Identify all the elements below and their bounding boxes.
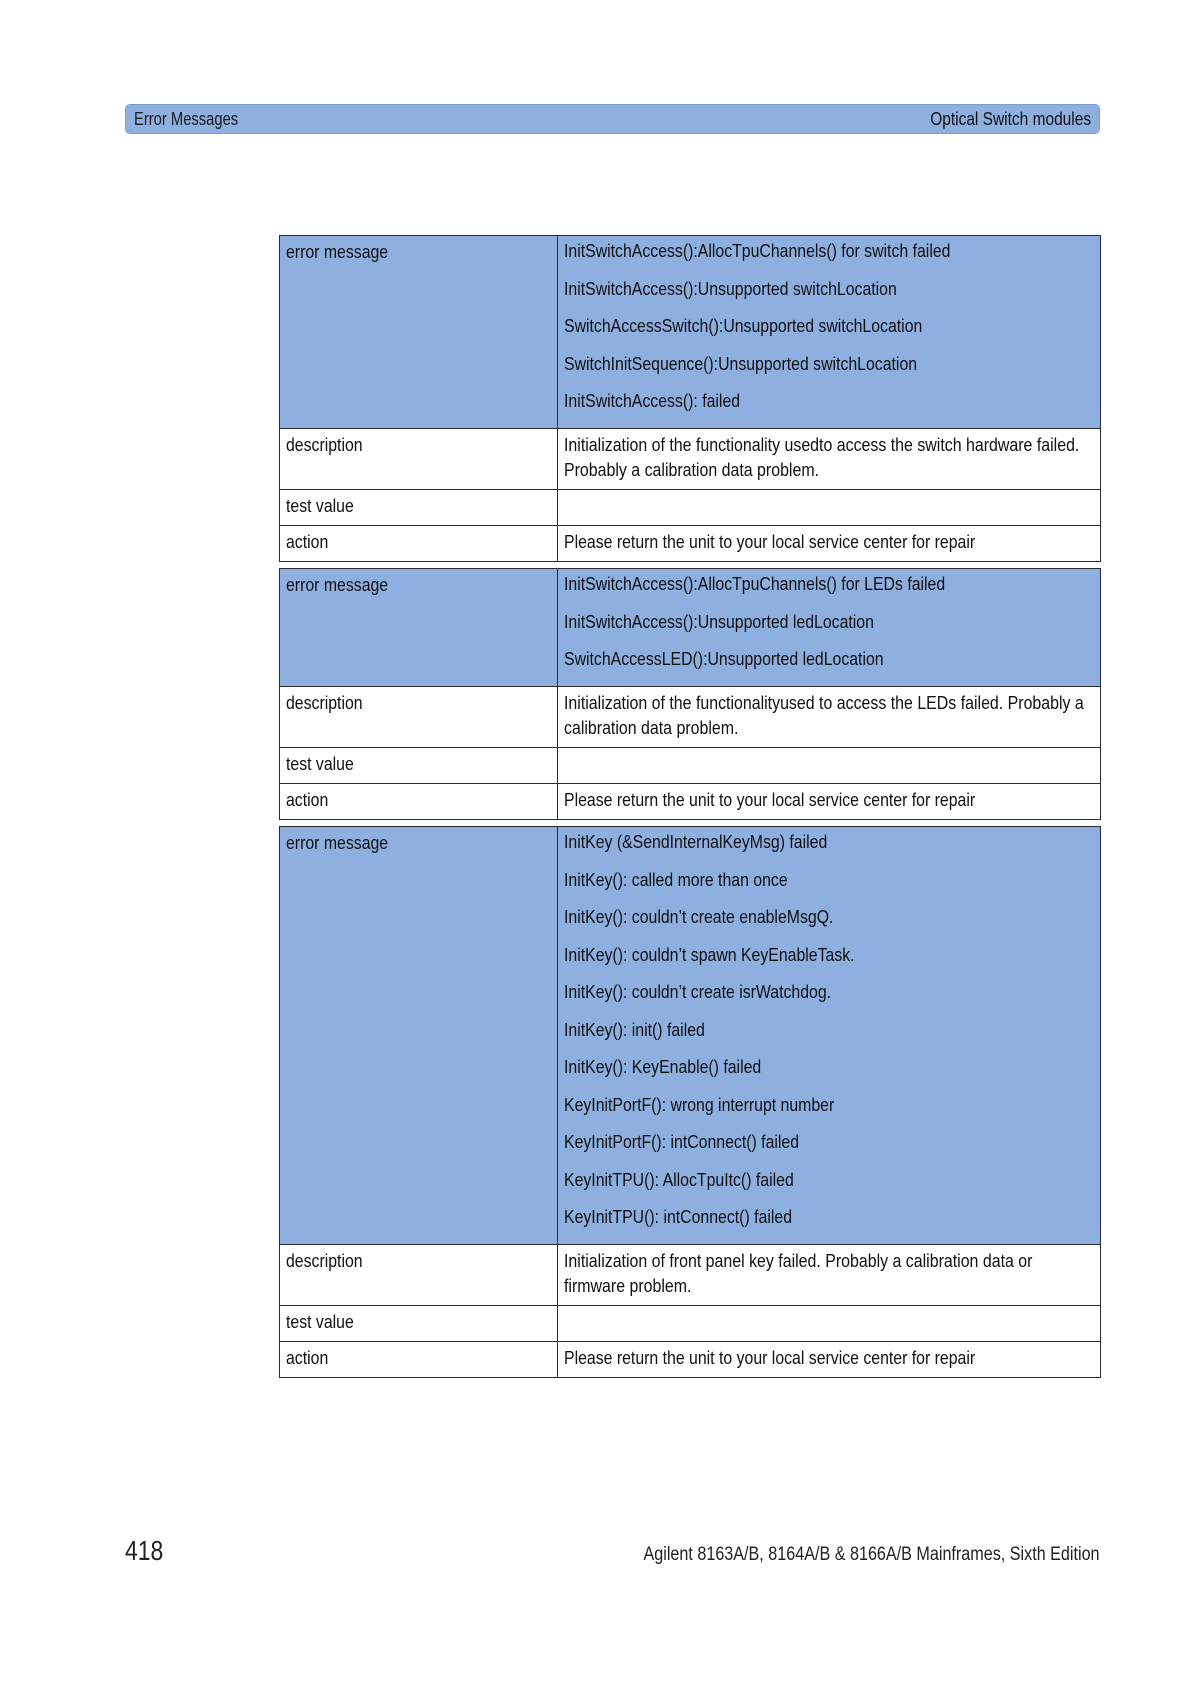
description-row	[280, 1244, 1101, 1305]
error-message-row	[280, 569, 1101, 687]
error-message-item: InitKey (&SendInternalKeyMsg) failed	[564, 832, 828, 852]
error-message-item: InitKey(): init() failed	[564, 1019, 705, 1040]
error-message-item: KeyInitTPU(): intConnect() failed	[564, 1207, 793, 1227]
error-message-item: SwitchAccessSwitch():Unsupported switchLocation	[564, 316, 923, 336]
error-message-label: error message	[280, 236, 558, 429]
test-value-label: test value	[280, 489, 558, 525]
footer-document-title: Agilent 8163A/B, 8164A/B & 8166A/B Mainframes, Sixth Edition	[643, 1544, 1100, 1565]
error-message-item: KeyInitPortF(): intConnect() failed	[564, 1132, 800, 1152]
error-message-item: InitSwitchAccess():AllocTpuChannels() for LEDs failed	[564, 574, 946, 594]
header-section-title: Error Messages	[134, 109, 239, 129]
error-message-item: SwitchInitSequence():Unsupported switchLocation	[564, 353, 918, 374]
error-message-list	[558, 827, 1101, 1245]
action-label: action	[280, 1341, 558, 1377]
error-message-list	[558, 236, 1101, 429]
error-message-item: InitKey(): called more than once	[564, 869, 788, 890]
error-table-1	[279, 235, 1101, 562]
error-message-label: error message	[280, 827, 558, 1245]
action-value: Please return the unit to your local service center for repair	[558, 525, 1101, 561]
error-table-2	[279, 568, 1101, 820]
test-value-label: test value	[280, 747, 558, 783]
error-message-item: InitKey(): KeyEnable() failed	[564, 1057, 762, 1077]
test-value-value	[558, 489, 1101, 525]
error-message-item: SwitchAccessLED():Unsupported ledLocation	[564, 649, 884, 669]
description-label: description	[280, 1244, 558, 1305]
error-message-item: InitKey(): couldn’t create enableMsgQ.	[564, 907, 834, 927]
action-value: Please return the unit to your local service center for repair	[558, 1341, 1101, 1377]
action-row	[280, 783, 1101, 819]
description-value: Initialization of the functionality usedto access the switch hardware failed. Probably a calibration data problem.	[558, 428, 1101, 489]
description-label: description	[280, 686, 558, 747]
running-header	[125, 104, 1100, 134]
test-value-value	[558, 747, 1101, 783]
description-row	[280, 428, 1101, 489]
error-message-item: KeyInitTPU(): AllocTpuItc() failed	[564, 1169, 794, 1190]
description-row	[280, 686, 1101, 747]
action-row	[280, 1341, 1101, 1377]
error-message-item: InitSwitchAccess(): failed	[564, 391, 741, 411]
description-label: description	[280, 428, 558, 489]
error-message-item: InitSwitchAccess():Unsupported switchLocation	[564, 278, 897, 299]
error-message-row	[280, 827, 1101, 1245]
error-message-list	[558, 569, 1101, 687]
error-message-row	[280, 236, 1101, 429]
error-message-item: InitSwitchAccess():AllocTpuChannels() for switch failed	[564, 241, 951, 261]
page-number: 418	[125, 1535, 164, 1566]
action-value: Please return the unit to your local service center for repair	[558, 783, 1101, 819]
error-message-label: error message	[280, 569, 558, 687]
description-value: Initialization of front panel key failed. Probably a calibration data or firmware problem.	[558, 1244, 1101, 1305]
action-row	[280, 525, 1101, 561]
test-value-row	[280, 747, 1101, 783]
action-label: action	[280, 525, 558, 561]
test-value-row	[280, 1305, 1101, 1341]
error-message-item: KeyInitPortF(): wrong interrupt number	[564, 1094, 835, 1115]
error-message-item: InitSwitchAccess():Unsupported ledLocation	[564, 611, 874, 632]
test-value-label: test value	[280, 1305, 558, 1341]
error-message-item: InitKey(): couldn’t spawn KeyEnableTask.	[564, 944, 855, 965]
error-message-item: InitKey(): couldn’t create isrWatchdog.	[564, 982, 832, 1002]
description-value: Initialization of the functionalityused to access the LEDs failed. Probably a calibration data problem.	[558, 686, 1101, 747]
error-table-3	[279, 826, 1101, 1378]
test-value-value	[558, 1305, 1101, 1341]
test-value-row	[280, 489, 1101, 525]
header-topic-title: Optical Switch modules	[930, 109, 1091, 129]
action-label: action	[280, 783, 558, 819]
